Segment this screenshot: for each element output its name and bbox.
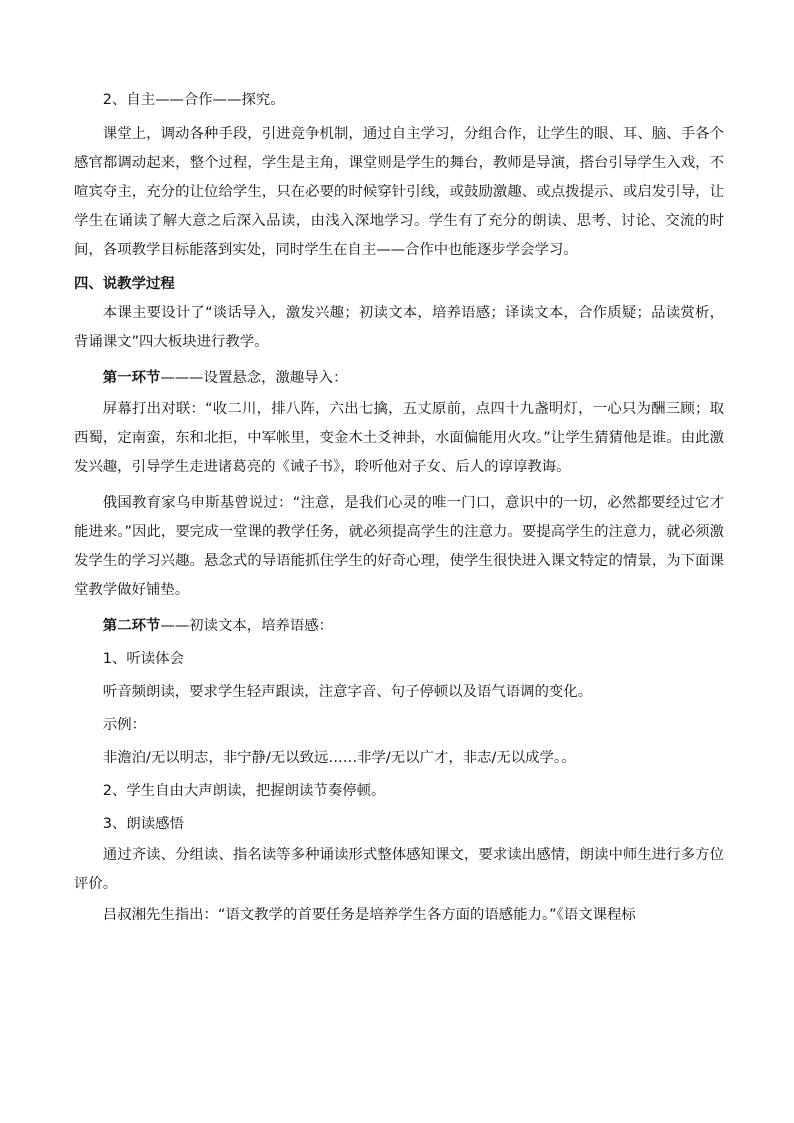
point-2-body: 课堂上，调动各种手段，引进竞争机制，通过自主学习，分组合作，让学生的眼、耳、脑、手各个感官都调动起来，整个过程，学生是主角，课堂则是学生的舞台，教师是导演，搭台引导学生入戏，不喧宾夺主，充分的让位给学生，只在必要的时候穿针引线，或鼓励激趣、或点拨提示、或启发引导，让学生在诵读了解大意之后深入品读，由浅入深地学习。学生有了充分的朗读、思考、讨论、交流的时间，各项教学目标能落到实处，同时学生在自主——合作中也能逐步学会学习。	[74, 126, 724, 258]
step-2-item-3-title: 3、朗读感悟	[102, 816, 184, 832]
step-2-item-1-title: 1、听读体会	[102, 651, 184, 667]
step-2-example-label: 示例：	[102, 717, 146, 733]
step-2-item-2: 2、学生自由大声朗读，把握朗读节奏停顿。	[102, 783, 386, 799]
document-page	[74, 86, 724, 932]
step-2-heading	[74, 610, 724, 643]
step-1-heading	[74, 362, 724, 395]
step-1-subtitle: ———设置悬念，激趣导入：	[160, 370, 348, 386]
step-2-quote: 吕叔湘先生指出：“语文教学的首要任务是培养学生各方面的语感能力。”《语文课程标	[102, 907, 636, 923]
step-2-example-text: 非澹泊/无以明志，非宁静/无以致远……非学/无以广才，非志/无以成学。。	[102, 750, 576, 766]
step-1-paragraph-attention: 俄国教育家乌申斯基曾说过：“注意，是我们心灵的唯一门口，意识中的一切，必然都要经过它才能进来。”因此，要完成一堂课的教学任务，就必须提高学生的注意力。要提高学生的注意力，就必须激发学生的学习兴趣。悬念式的导语能抓住学生的好奇心理，使学生很快进入课文特定的情景，为下面课堂教学做好铺垫。	[74, 495, 724, 598]
step-2-subtitle: ——初读文本，培养语感：	[160, 618, 334, 634]
step-2-label: 第二环节	[102, 618, 161, 634]
section-4-heading: 四、说教学过程	[74, 276, 175, 292]
section-4-intro: 本课主要设计了“谈话导入，激发兴趣；初读文本，培养语感；译读文本，合作质疑；品读赏析，背诵课文”四大板块进行教学。	[74, 305, 724, 350]
step-2-item-3-body: 通过齐读、分组读、指名读等多种诵读形式整体感知课文，要求读出感情，朗读中师生进行多方位评价。	[74, 847, 724, 892]
step-1-label: 第一环节	[102, 370, 161, 386]
point-2-title: 2、自主——合作——探究。	[102, 92, 285, 108]
step-2-item-1-body: 听音频朗读，要求学生轻声跟读，注意字音、句子停顿以及语气语调的变化。	[102, 684, 593, 700]
step-1-paragraph-couplet: 屏幕打出对联：“收二川，排八阵，六出七擒，五丈原前，点四十九盏明灯，一心只为酬三顾；取西蜀，定南蛮，东和北拒，中军帐里，变金木土爻神卦，水面偏能用火攻。”让学生猜猜他是谁。由此激发兴趣，引导学生走进诸葛亮的《诫子书》，聆听他对子女、后人的谆谆教诲。	[74, 401, 724, 475]
